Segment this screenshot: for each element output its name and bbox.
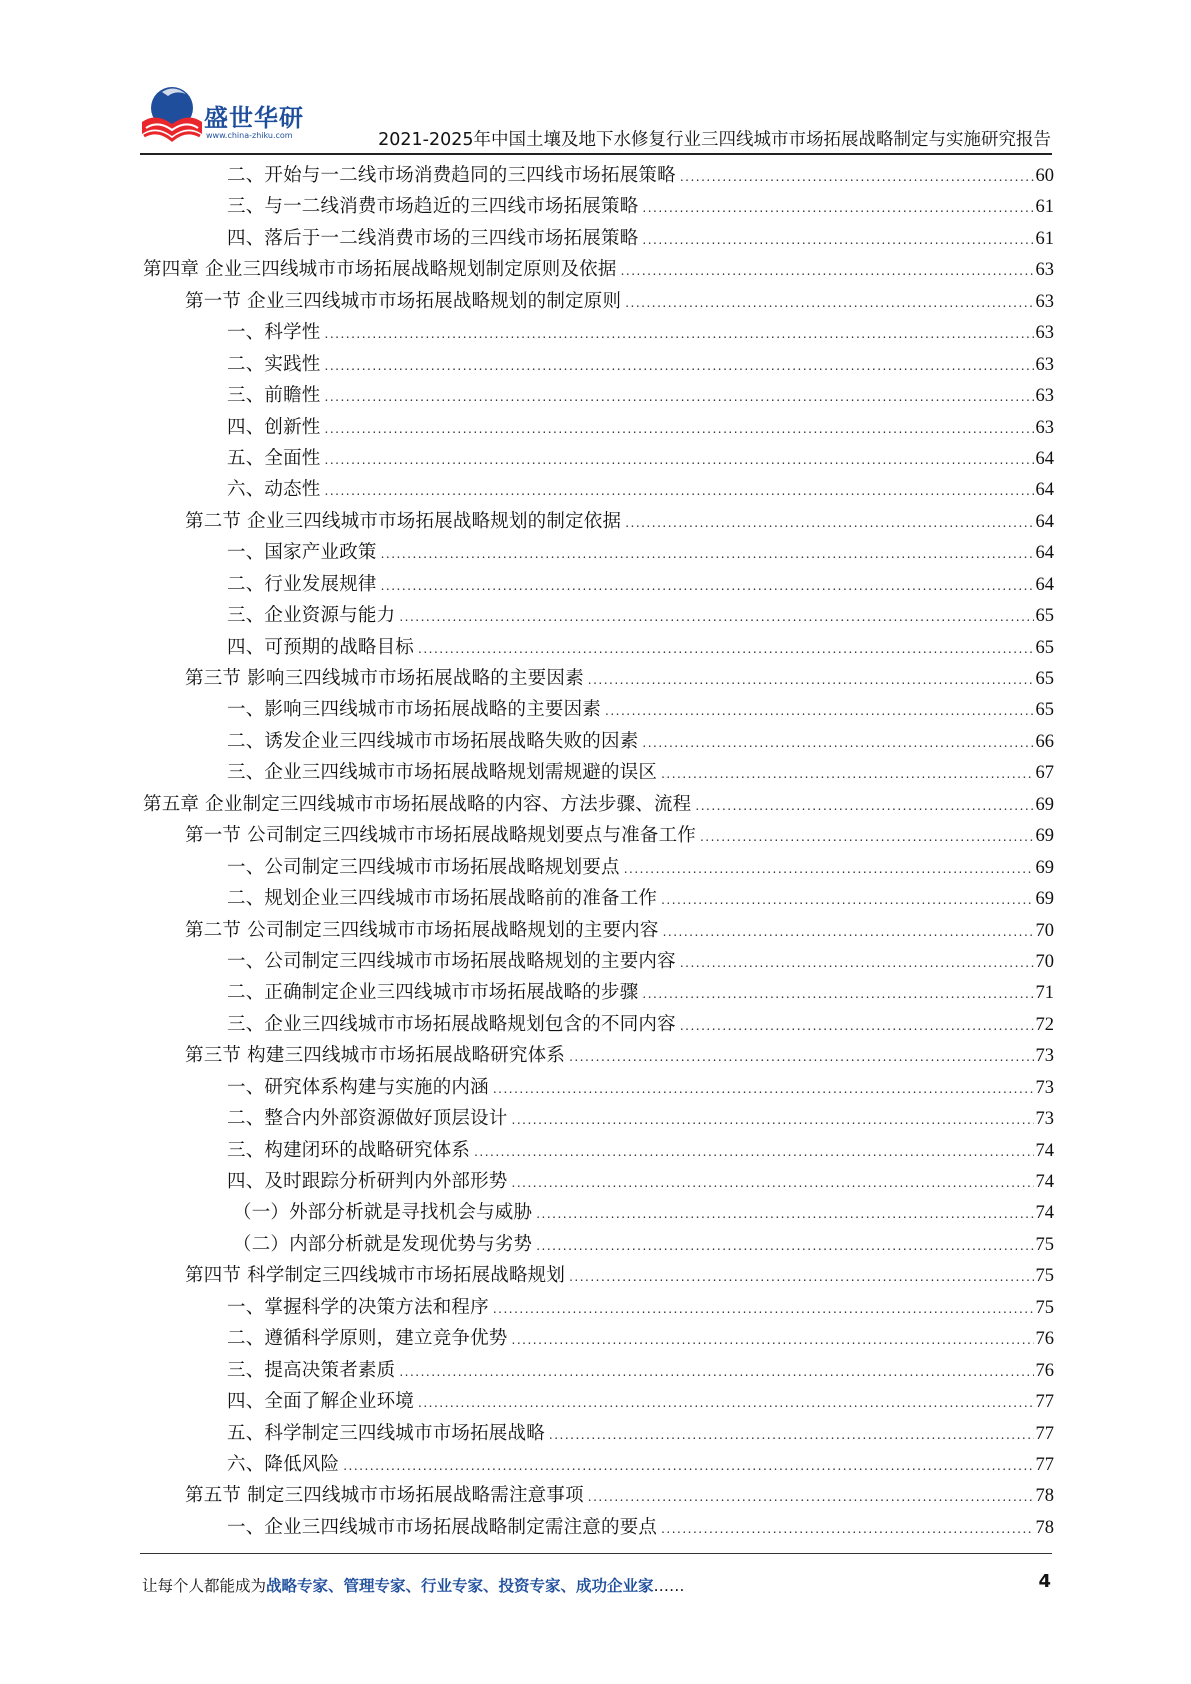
toc-entry[interactable] [0,663,1191,694]
toc-entry-page: 70 [1035,951,1054,972]
toc-entry-page: 75 [1035,1297,1054,1318]
toc-entry[interactable] [0,789,1191,820]
toc-entry-label: 六、动态性 [227,479,321,501]
toc-dot-leader [642,225,1033,256]
toc-entry-page: 64 [1035,480,1054,501]
toc-dot-leader [642,979,1033,1010]
toc-entry[interactable] [0,537,1191,568]
toc-entry-label: 四、创新性 [227,416,321,438]
toc-entry-page: 63 [1035,386,1054,407]
toc-entry[interactable] [0,1512,1191,1543]
toc-entry-page: 66 [1035,731,1054,752]
toc-entry[interactable] [0,1418,1191,1449]
toc-entry[interactable] [0,1386,1191,1417]
toc-dot-leader [325,351,1034,382]
toc-entry-label: （二）内部分析就是发现优势与劣势 [233,1233,533,1255]
toc-entry-page: 78 [1035,1486,1054,1507]
toc-entry[interactable] [0,1229,1191,1260]
toc-entry[interactable] [0,1197,1191,1228]
toc-entry[interactable] [0,1135,1191,1166]
toc-dot-leader [625,288,1033,319]
toc-entry[interactable] [0,726,1191,757]
toc-entry[interactable] [0,852,1191,883]
toc-entry-page: 75 [1035,1234,1054,1255]
toc-entry-label: 一、公司制定三四线城市市场拓展战略规划的主要内容 [227,950,676,972]
toc-dot-leader [642,728,1033,759]
toc-entry[interactable] [0,1292,1191,1323]
toc-dot-leader [700,822,1034,853]
slogan-suffix: …… [653,1577,685,1595]
toc-entry-page: 64 [1035,448,1054,469]
toc-entry-label: 一、研究体系构建与实施的内涵 [227,1076,489,1098]
toc-entry[interactable] [0,412,1191,443]
toc-entry-label: 二、遵循科学原则，建立竞争优势 [227,1328,508,1350]
toc-dot-leader [343,1451,1033,1482]
toc-entry-page: 63 [1035,291,1054,312]
toc-entry-page: 61 [1035,228,1054,249]
toc-dot-leader [325,382,1034,413]
toc-entry-label: 第一节 企业三四线城市市场拓展战略规划的制定原则 [185,290,622,312]
toc-entry-label: 三、企业资源与能力 [227,605,396,627]
toc-dot-leader [680,948,1034,979]
toc-entry-page: 60 [1035,166,1054,186]
toc-entry-label: 一、科学性 [227,322,321,344]
toc-dot-leader [661,1514,1033,1545]
toc-entry-label: 一、掌握科学的决策方法和程序 [227,1296,489,1318]
toc-entry-label: 第二节 公司制定三四线城市市场拓展战略规划的主要内容 [185,919,659,941]
toc-entry[interactable] [0,506,1191,537]
toc-entry[interactable] [0,380,1191,411]
toc-entry-page: 64 [1035,511,1054,532]
toc-entry-label: 一、企业三四线城市市场拓展战略制定需注意的要点 [227,1516,658,1538]
toc-entry[interactable] [0,1072,1191,1103]
company-logo [136,82,316,148]
toc-entry-page: 71 [1035,983,1054,1004]
toc-dot-leader [549,1420,1034,1451]
page-number: 4 [1038,1571,1051,1592]
toc-dot-leader [493,1074,1034,1105]
toc-entry-label: 三、企业三四线城市市场拓展战略规划包含的不同内容 [227,1013,676,1035]
toc-entry-page: 63 [1035,417,1054,438]
toc-entry-page: 74 [1035,1140,1054,1161]
toc-entry-label: 四、落后于一二线消费市场的三四线市场拓展策略 [227,227,639,249]
toc-entry-page: 77 [1035,1454,1054,1475]
toc-dot-leader [493,1294,1034,1325]
toc-dot-leader [625,508,1033,539]
toc-entry[interactable] [0,757,1191,788]
toc-entry[interactable] [0,694,1191,725]
toc-entry[interactable] [0,600,1191,631]
toc-dot-leader [325,476,1034,507]
logo-url: www.china-zhiku.com [206,131,293,140]
toc-dot-leader [680,1011,1034,1042]
toc-entry[interactable] [0,1480,1191,1511]
toc-entry-label: 二、诱发企业三四线城市市场拓展战略失败的因素 [227,730,639,752]
toc-dot-leader [680,162,1034,193]
toc-entry-page: 73 [1035,1109,1054,1130]
toc-entry[interactable] [0,474,1191,505]
toc-dot-leader [642,193,1033,224]
toc-entry-page: 61 [1035,197,1054,218]
toc-entry[interactable] [0,1103,1191,1134]
toc-entry-page: 78 [1035,1517,1054,1538]
toc-dot-leader [474,1137,1033,1168]
toc-entry[interactable] [0,883,1191,914]
toc-entry-label: 二、实践性 [227,353,321,375]
toc-entry-label: 二、正确制定企业三四线城市市场拓展战略的步骤 [227,982,639,1004]
toc-entry-label: 六、降低风险 [227,1453,340,1475]
toc-entry[interactable] [0,946,1191,977]
toc-dot-leader [569,1042,1033,1073]
toc-entry-label: 二、行业发展规律 [227,573,377,595]
toc-entry-label: 二、整合内外部资源做好顶层设计 [227,1108,508,1130]
toc-dot-leader [569,1262,1033,1293]
toc-entry-page: 65 [1035,669,1054,689]
toc-entry[interactable] [0,915,1191,946]
toc-entry[interactable] [0,223,1191,254]
toc-entry-label: 三、与一二线消费市场趋近的三四线市场拓展策略 [227,196,639,218]
toc-entry[interactable] [0,317,1191,348]
toc-entry[interactable] [0,1355,1191,1386]
toc-entry-label: 一、国家产业政策 [227,542,377,564]
toc-entry-page: 77 [1035,1392,1054,1413]
toc-entry-label: 三、企业三四线城市市场拓展战略规划需规避的误区 [227,762,658,784]
slogan-highlight: 战略专家、管理专家、行业专家、投资专家、成功企业家 [266,1577,654,1595]
toc-dot-leader [512,1325,1034,1356]
toc-entry-page: 73 [1035,1077,1054,1098]
toc-entry[interactable] [0,632,1191,663]
toc-entry-page: 65 [1035,700,1054,721]
toc-entry-label: 三、构建闭环的战略研究体系 [227,1139,471,1161]
toc-entry[interactable] [0,1009,1191,1040]
slogan-prefix: 让每个人都能成为 [142,1577,267,1595]
toc-entry-page: 63 [1035,260,1054,281]
toc-entry-page: 69 [1035,889,1054,910]
toc-dot-leader [325,319,1034,350]
toc-entry-label: 五、科学制定三四线城市市场拓展战略 [227,1422,545,1444]
toc-dot-leader [605,696,1033,727]
toc-entry-label: 第三节 构建三四线城市市场拓展战略研究体系 [185,1045,566,1067]
toc-entry-label: 第五章 企业制定三四线城市市场拓展战略的内容、方法步骤、流程 [143,793,692,815]
toc-entry-page: 73 [1035,1046,1054,1067]
toc-entry-label: 二、开始与一二线市场消费趋同的三四线市场拓展策略 [227,165,676,186]
toc-entry[interactable] [0,160,1191,191]
toc-entry[interactable] [0,191,1191,222]
toc-entry[interactable] [0,820,1191,851]
toc-entry-page: 69 [1035,857,1054,878]
toc-entry-label: （一）外部分析就是寻找机会与威胁 [233,1202,533,1224]
toc-dot-leader [418,634,1033,665]
toc-entry-label: 三、提高决策者素质 [227,1359,396,1381]
toc-entry-label: 第三节 影响三四线城市市场拓展战略的主要因素 [185,668,584,689]
toc-entry-label: 四、及时跟踪分析研判内外部形势 [227,1171,508,1192]
open-book-logo-icon [136,82,208,148]
toc-dot-leader [512,1168,1034,1199]
toc-entry-page: 65 [1035,637,1054,658]
toc-dot-leader [588,665,1034,696]
toc-entry[interactable] [0,569,1191,600]
toc-entry-label: 二、规划企业三四线城市市场拓展战略前的准备工作 [227,888,658,910]
toc-entry-label: 一、影响三四线城市市场拓展战略的主要因素 [227,699,602,721]
toc-entry-page: 65 [1035,606,1054,627]
toc-entry-label: 第一节 公司制定三四线城市市场拓展战略规划要点与准备工作 [185,825,696,847]
toc-entry-label: 第五节 制定三四线城市市场拓展战略需注意事项 [185,1485,584,1507]
toc-dot-leader [588,1482,1034,1513]
toc-dot-leader [381,539,1034,570]
toc-dot-leader [381,571,1034,602]
toc-entry[interactable] [0,1323,1191,1354]
toc-entry[interactable] [0,1166,1191,1197]
toc-entry-page: 69 [1035,826,1054,847]
logo-name: 盛世华研 [204,104,304,132]
toc-entry-page: 70 [1035,920,1054,941]
toc-entry[interactable] [0,1040,1191,1071]
toc-dot-leader [536,1199,1033,1230]
toc-dot-leader [325,414,1034,445]
footer-divider [140,1553,1052,1554]
toc-entry-page: 75 [1035,1266,1054,1287]
toc-dot-leader [695,791,1033,822]
toc-entry-page: 63 [1035,323,1054,344]
document-title: 2021-2025年中国土壤及地下水修复行业三四线城市市场拓展战略制定与实施研究报告 [378,130,1051,150]
toc-dot-leader [512,1105,1034,1136]
toc-dot-leader [418,1388,1033,1419]
toc-entry-page: 76 [1035,1360,1054,1381]
toc-dot-leader [325,445,1034,476]
table-of-contents [0,160,1191,1543]
toc-entry-label: 五、全面性 [227,447,321,469]
toc-entry[interactable] [0,286,1191,317]
toc-entry-page: 74 [1035,1203,1054,1224]
toc-entry-label: 四、全面了解企业环境 [227,1391,415,1413]
toc-dot-leader [661,885,1033,916]
toc-entry-page: 77 [1035,1423,1054,1444]
toc-entry-page: 64 [1035,543,1054,564]
toc-entry[interactable] [0,977,1191,1008]
toc-dot-leader [661,759,1033,790]
toc-entry-label: 第二节 企业三四线城市市场拓展战略规划的制定依据 [185,510,622,532]
toc-dot-leader [399,1357,1033,1388]
toc-entry[interactable] [0,443,1191,474]
footer-slogan [142,1574,685,1596]
toc-entry-page: 63 [1035,354,1054,375]
toc-entry-label: 三、前瞻性 [227,385,321,407]
toc-entry[interactable] [0,349,1191,380]
toc-entry-page: 67 [1035,763,1054,784]
toc-entry[interactable] [0,1449,1191,1480]
toc-entry-page: 74 [1035,1172,1054,1192]
toc-dot-leader [624,854,1034,885]
toc-entry[interactable] [0,1260,1191,1291]
toc-entry-label: 第四节 科学制定三四线城市市场拓展战略规划 [185,1265,566,1287]
toc-entry-page: 69 [1035,794,1054,815]
toc-dot-leader [536,1231,1033,1262]
toc-dot-leader [663,917,1034,948]
toc-entry-label: 一、公司制定三四线城市市场拓展战略规划要点 [227,856,620,878]
toc-entry-label: 第四章 企业三四线城市市场拓展战略规划制定原则及依据 [143,259,617,281]
toc-entry-page: 76 [1035,1329,1054,1350]
toc-entry-page: 64 [1035,574,1054,595]
toc-dot-leader [621,256,1034,287]
page-header [0,0,1191,160]
toc-entry-page: 72 [1035,1014,1054,1035]
toc-entry[interactable] [0,254,1191,285]
toc-entry-label: 四、可预期的战略目标 [227,636,415,658]
toc-dot-leader [399,602,1033,633]
header-divider [140,153,1052,155]
